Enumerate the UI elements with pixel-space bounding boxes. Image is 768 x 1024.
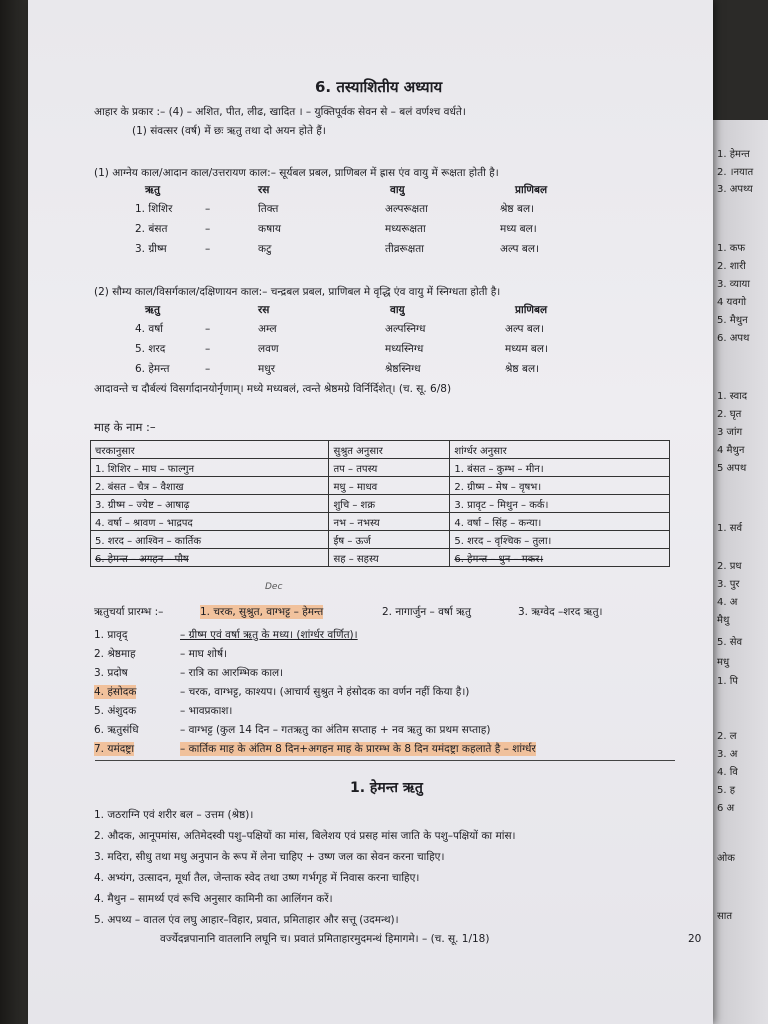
cell: 4. वर्षा – सिंह – कन्या। <box>450 513 670 531</box>
cell: सह – सहस्य <box>329 549 450 567</box>
cell: ईष – ऊर्ज <box>329 531 450 549</box>
maah-heading: माह के नाम :– <box>94 420 156 434</box>
def-7-text: – कार्तिक माह के अंतिम 8 दिन+अगहन माह के प्रारम्भ के 8 दिन यमंदष्ट्रा कहलाते है – शांर्ग्धर <box>180 743 536 755</box>
cell: नभ – नभस्य <box>329 513 450 531</box>
side-8: 5. मैथुन <box>717 315 748 326</box>
divider <box>95 760 675 761</box>
side-15: 1. सर्व <box>717 523 743 534</box>
agneya-col-ritu: ऋतु <box>145 184 160 196</box>
def-3-text: – रात्रि का आरम्भिक काल। <box>180 667 284 679</box>
maah-col-charak: चरकानुसार <box>91 441 329 459</box>
def-2-term: 2. श्रेष्ठमाह <box>94 648 136 660</box>
side-9: 6. अपथ <box>717 333 750 344</box>
side-4: 1. कफ <box>717 243 746 254</box>
saumya-col-ras: रस <box>258 304 270 316</box>
side-6: 3. व्याया <box>717 279 750 290</box>
saumya-r2-vayu: मध्यस्निग्ध <box>385 343 424 355</box>
cell: 4. वर्षा – श्रावण – भाद्रपद <box>91 513 329 531</box>
side-12: 3 जांग <box>717 427 743 438</box>
samvatsar-line: (1) संवत्सर (वर्ष) में छः ऋतु तथा दो अयन होते हैं। <box>132 125 326 137</box>
side-11: 2. घृत <box>717 409 742 420</box>
side-2: 2. ।नयात <box>717 167 754 178</box>
ahar-line: आहार के प्रकार :– (4) – अशित, पीत, लीढ, खादित । – युक्तिपूर्वक सेवन से – बलं वर्णश्च वर्धते। <box>94 106 466 118</box>
hemant-shloka: वर्ज्येदन्नपानानि वातलानि लघूनि च। प्रवातं प्रमिताहारमुदमन्थं हिमागमे। – (च. सू. 1/18) <box>160 933 490 945</box>
maah-header-row <box>91 441 670 459</box>
agneya-r2-vayu: मध्यरूक्षता <box>385 223 426 235</box>
side-7: 4 यवगो <box>717 297 747 308</box>
hemant-2: 2. औदक, आनूपमांस, अतिमेदस्वी पशु–पक्षियों का मांस, बिलेशय एवं प्रसह मांस जाति के पशु–पक्षियों का मांस। <box>94 830 516 842</box>
maah-col-sharangdhar: शांर्ग्धर अनुसार <box>450 441 670 459</box>
dash: – <box>205 343 211 355</box>
side-14: 5 अपथ <box>717 463 747 474</box>
cell: 1. शिशिर – माघ – फाल्गुन <box>91 459 329 477</box>
table-row <box>91 531 670 549</box>
table-row <box>91 477 670 495</box>
agneya-r3-ras: कटु <box>258 243 272 255</box>
prarambh-2: 2. नागार्जुन – वर्षा ऋतु <box>382 606 471 618</box>
agneya-heading: (1) आग्नेय काल/आदान काल/उत्तरायण काल:– सूर्यबल प्रबल, प्राणिबल में ह्रास एंव वायु में रूक्षता होती है। <box>94 167 499 179</box>
dash: – <box>205 223 211 235</box>
maah-col-sushrut: सुश्रुत अनुसार <box>329 441 450 459</box>
def-5-term: 5. अंशुदक <box>94 705 137 717</box>
agneya-r3-vayu: तीव्ररूक्षता <box>385 243 424 255</box>
agneya-r1-bal: श्रेष्ठ बल। <box>500 203 535 215</box>
def-1-term: 1. प्रावृद् <box>94 629 128 641</box>
def-6-term: 6. ऋतुसंधि <box>94 724 139 736</box>
saumya-r1-ras: अम्ल <box>258 323 277 335</box>
cell: 3. प्रावृट – मिथुन – कर्क। <box>450 495 670 513</box>
def-3-term: 3. प्रदोष <box>94 667 128 679</box>
side-26: 5. ह <box>717 785 736 796</box>
agneya-col-ras: रस <box>258 184 270 196</box>
saumya-r3-bal: श्रेष्ठ बल। <box>505 363 540 375</box>
side-13: 4 मैथुन <box>717 445 745 456</box>
def-6-text: – वाग्भट्ट (कुल 14 दिन – गतऋतु का अंतिम सप्ताह + नव ऋतु का प्रथम सप्ताह) <box>180 724 491 736</box>
dash: – <box>205 203 211 215</box>
next-page-edge <box>705 120 768 1024</box>
side-23: 2. ल <box>717 731 737 742</box>
agneya-r2-bal: मध्य बल। <box>500 223 537 235</box>
cell: 1. बंसत – कुम्भ – मीन। <box>450 459 670 477</box>
cell: 3. ग्रीष्म – ज्येष्ट – आषाढ़ <box>91 495 329 513</box>
prarambh-1: 1. चरक, सुश्रुत, वाग्भट्ट – हेमन्त <box>200 606 324 618</box>
cell: मधु – माधव <box>329 477 450 495</box>
agneya-r3-bal: अल्प बल। <box>500 243 539 255</box>
side-27: 6 अ <box>717 803 735 814</box>
side-1: 1. हेमन्त <box>717 149 750 160</box>
saumya-r1-ritu: 4. वर्षा <box>135 323 163 335</box>
prarambh-3: 3. ऋग्वेद –शरद ऋतु। <box>518 606 603 618</box>
hemant-heading: 1. हेमन्त ऋतु <box>350 780 423 796</box>
side-22: 1. पि <box>717 676 738 687</box>
cell: 5. शरद – आश्विन – कार्तिक <box>91 531 329 549</box>
hemant-1: 1. जठराग्नि एवं शरीर बल – उत्तम (श्रेष्ठ)। <box>94 809 254 821</box>
agneya-r1-vayu: अल्परूक्षता <box>385 203 428 215</box>
table-row <box>91 459 670 477</box>
def-5-text: – भावप्रकाश। <box>180 705 233 717</box>
saumya-col-bal: प्राणिबल <box>515 304 548 316</box>
side-19: मैथु <box>717 615 730 626</box>
hemant-3: 3. मदिरा, सीधु तथा मधु अनुपान के रूप में लेना चाहिए + उष्ण जल का सेवन करना चाहिए। <box>94 851 445 863</box>
side-20: 5. सेव <box>717 637 743 648</box>
def-2-text: – माघ शोर्ष। <box>180 648 228 660</box>
saumya-r1-vayu: अल्पस्निग्ध <box>385 323 426 335</box>
maah-table <box>90 440 670 567</box>
agneya-col-vayu: वायु <box>390 184 405 196</box>
cell: 6. हेमन्त – धुन – मकर। <box>450 549 670 567</box>
saumya-r3-ras: मधुर <box>258 363 276 375</box>
prarambh-label: ऋतुचर्या प्रारम्भ :– <box>94 606 164 618</box>
agneya-r2-ras: कषाय <box>258 223 281 235</box>
saumya-r2-bal: मध्यम बल। <box>505 343 549 355</box>
side-17: 3. पुर <box>717 579 740 590</box>
cell: 2. बंसत – चैत्र – वैशाख <box>91 477 329 495</box>
table-row <box>91 495 670 513</box>
side-25: 4. वि <box>717 767 738 778</box>
handwritten-note: Dec <box>265 582 283 592</box>
cell: शुचि – शक्र <box>329 495 450 513</box>
side-29: सात <box>717 911 733 922</box>
agneya-r2-ritu: 2. बंसत <box>135 223 168 235</box>
table-row <box>91 513 670 531</box>
hemant-6: 5. अपथ्य – वातल एंव लघु आहार–विहार, प्रवात, प्रमिताहार और सत्तू (उदमन्थ)। <box>94 914 399 926</box>
table-row <box>91 549 670 567</box>
side-10: 1. स्वाद <box>717 391 748 402</box>
saumya-r3-vayu: श्रेष्ठस्निग्ध <box>385 363 421 375</box>
hemant-5: 4. मैथुन – सामर्थ्य एवं रूचि अनुसार कामिनी का आलिंगन करें। <box>94 893 333 905</box>
agneya-r1-ras: तिक्त <box>258 203 279 215</box>
saumya-heading: (2) सौम्य काल/विसर्गकाल/दक्षिणायन काल:– चन्द्रबल प्रबल, प्राणिबल मे वृद्धि एंव वायु में स्निग्धता होती है। <box>94 286 501 298</box>
cell: 2. ग्रीष्म – मेष – वृषभ। <box>450 477 670 495</box>
saumya-r2-ritu: 5. शरद <box>135 343 166 355</box>
agneya-r1-ritu: 1. शिशिर <box>135 203 173 215</box>
page-number: 20 <box>688 933 702 945</box>
side-18: 4. अ <box>717 597 738 608</box>
hemant-4: 4. अभ्यंग, उत्सादन, मूर्धा तैल, जेन्ताक स्वेद तथा उष्ण गर्भगृह में निवास करना चाहिए। <box>94 872 420 884</box>
agneya-col-bal: प्राणिबल <box>515 184 548 196</box>
def-1-text: – ग्रीष्म एवं वर्षा ऋतु के मध्य। (शांर्ग्धर वर्णित)। <box>180 629 358 641</box>
adanta-shloka: आदावन्ते च दौर्बल्यं विसर्गादानयोर्नृणाम्। मध्ये मध्यबलं, त्वन्ते श्रेष्ठमग्रे विर्निर्दिशेत्। (च. सू. 6/8) <box>94 383 452 395</box>
def-4-term: 4. हंसोदक <box>94 686 137 698</box>
cell: तप – तपस्य <box>329 459 450 477</box>
def-4-text: – चरक, वाग्भट्ट, काश्यप। (आचार्य सुश्रुत ने हंसोदक का वर्णन नहीं किया है।) <box>180 686 470 698</box>
cell: 6. हेमन्त – अगहन – पौष <box>91 549 329 567</box>
cell: 5. शरद – वृश्चिक – तुला। <box>450 531 670 549</box>
def-7-term: 7. यमंदष्ट्रा <box>94 743 135 755</box>
saumya-col-vayu: वायु <box>390 304 405 316</box>
side-3: 3. अपथ्य <box>717 184 753 195</box>
saumya-r2-ras: लवण <box>258 343 279 355</box>
side-24: 3. अ <box>717 749 738 760</box>
side-5: 2. शारी <box>717 261 746 272</box>
page-title: 6. तस्याशितीय अध्याय <box>315 78 443 96</box>
dash: – <box>205 243 211 255</box>
side-21: मधु <box>717 657 730 668</box>
saumya-r1-bal: अल्प बल। <box>505 323 544 335</box>
saumya-col-ritu: ऋतु <box>145 304 160 316</box>
agneya-r3-ritu: 3. ग्रीष्म <box>135 243 167 255</box>
side-28: ओक <box>717 853 735 864</box>
dash: – <box>205 323 211 335</box>
saumya-r3-ritu: 6. हेमन्त <box>135 363 170 375</box>
dash: – <box>205 363 211 375</box>
side-16: 2. प्रध <box>717 561 742 572</box>
